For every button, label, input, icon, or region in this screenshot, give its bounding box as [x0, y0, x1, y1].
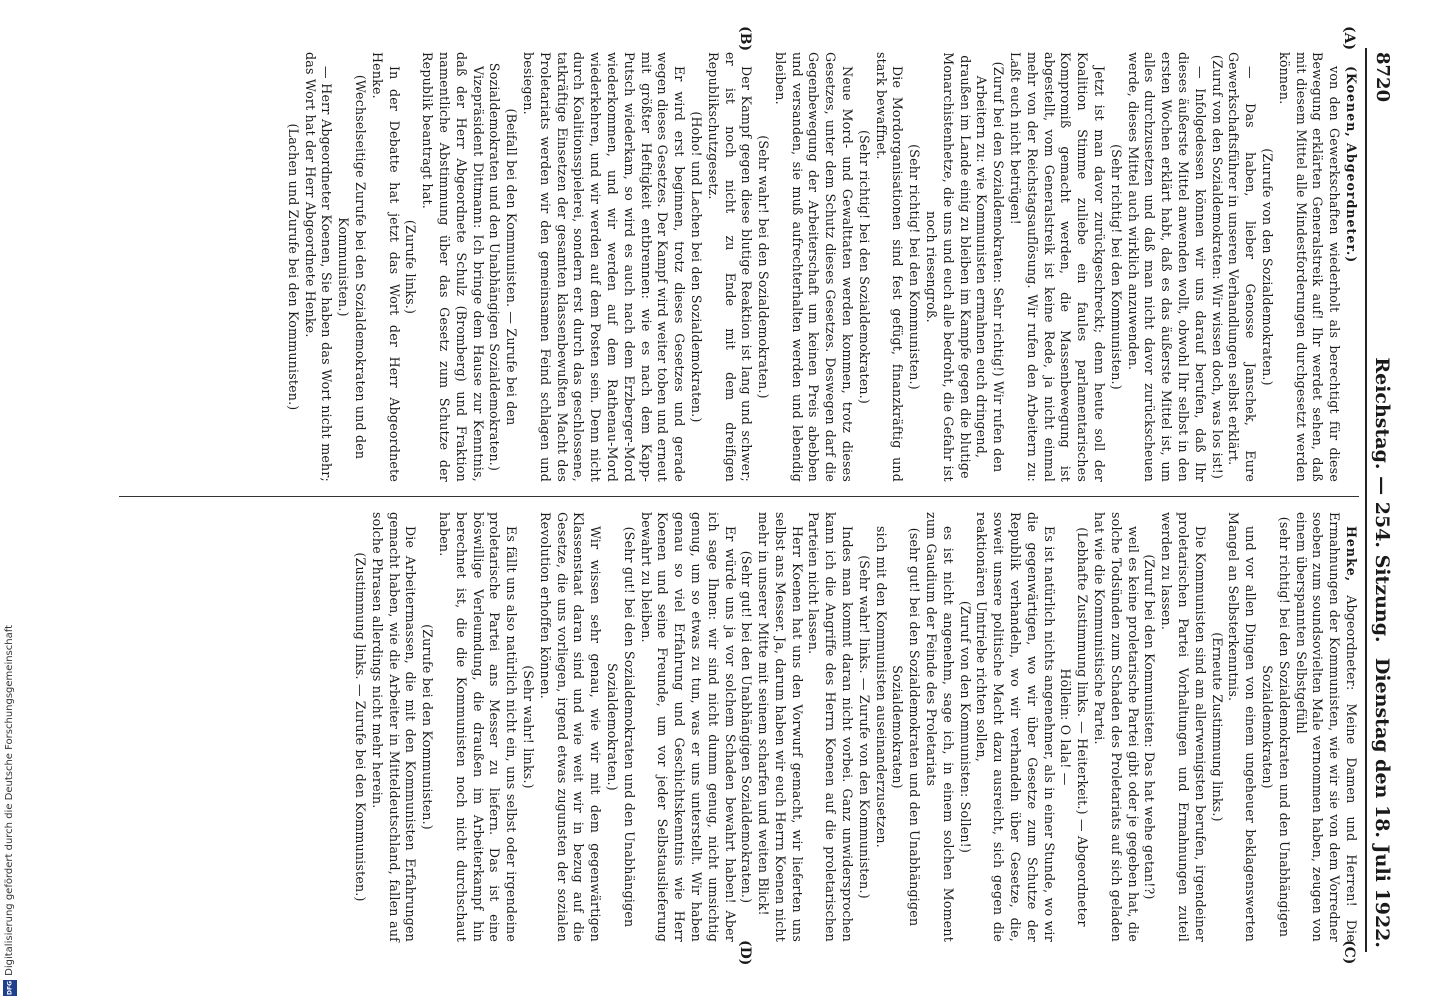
paragraph [872, 512, 889, 942]
paragraph-text: — Infolgedessen können wir uns darauf berufen, daß Ihr dieses äußerste Mittel anwenden wollt, obwohl Ihr selbst in den ersten Wochen erklärt habt, daß es das äußerste Mittel ist, um alles durchzusetzen und daß man nicht davor zurückscheuen werde, dieses Mittel auch wirklich anzuwenden. [1125, 52, 1208, 482]
document-page [85, 22, 1405, 972]
paragraph-text: (Sehr wahr! links. — Zurufe von den Kommunisten.) [856, 555, 872, 899]
paragraph [1006, 52, 1107, 482]
paragraph [402, 52, 419, 482]
paragraph [1258, 52, 1275, 482]
page-number: 8720 [1372, 52, 1393, 103]
paragraph [754, 512, 804, 942]
paragraph-text: (Zurufe links.) [403, 219, 419, 315]
paragraph [1208, 512, 1225, 942]
paragraph [738, 512, 755, 942]
paragraph-text: Herr Koenen hat uns den Vorwurf gemacht, wir lieferten uns selbst ans Messer. Ja, darum haben wir euch Herrn Koenen nicht mehr in unserer Mitte mit seinem scharfen und weiten Blick! [756, 512, 805, 942]
page-header [1365, 48, 1397, 952]
paragraph-text: In der Debatte hat jetzt das Wort der Herr Abgeordnete Henke. [369, 52, 402, 482]
paragraph-text: sich mit den Kommunisten auseinanderzusetzen. [873, 526, 889, 848]
paragraph [368, 512, 418, 942]
left-column [284, 52, 1359, 482]
paragraph-text: Er wird erst beginnen, trotz dieses Gesetzes und gerade wegen dieses Gesetzes. Der Kampf wird weiter toben und erneut mit größter Heftigkeit entbrennen: wie es nach dem Kapp-Putsch wiederkam, so wird es auch nach dem Erzberger-Mord wiederkommen, und wir werden auf dem Rathenau-Mord wiederkehren, und wir werden auf dem Posten sein. Denn nicht durch Koalitionsspielerei, sondern erst durch das geschlossene, tatkräftige Einsetzen der gesamten klassenbewußten Macht des Proletariats werden wir den gemeinsamen Feind schlagen und besiegen. [520, 52, 688, 482]
paragraph [1090, 512, 1140, 942]
paragraph [704, 52, 754, 482]
margin-mark-d: (D) [737, 940, 753, 966]
paragraph-text: (Sehr richtig! bei den Sozialdemokraten.) [856, 129, 872, 405]
paragraph [536, 512, 603, 942]
paragraph [1292, 512, 1359, 942]
paragraph [334, 52, 368, 482]
paragraph [922, 52, 1006, 482]
margin-mark-a: (A) [1341, 26, 1357, 51]
speaker-name: Henke, [1344, 526, 1359, 583]
paragraph [771, 52, 855, 482]
paragraph-text: Der Kampf gegen diese blutige Reaktion ist lang und schwer; er ist noch nicht zu Ende mit dem dreifigen Republikschutzgesetz. [705, 52, 755, 482]
session-date: Dienstag den 18. Juli 1922. [1371, 657, 1393, 948]
paragraph [1157, 512, 1207, 942]
paragraph-text: Vizepräsident Dittmann: Ich bringe dem Hause zur Kenntnis, daß der Herr Abgeordnete Schulz (Bromberg) und Fraktion namentliche Abstimmung über das Gesetz zum Schutze der Republik beantragt hat. [420, 52, 486, 482]
paragraph-text: Die Arbeitermassen, die mit den Kommunisten Erfahrungen gemacht haben, wie die Arbeiter in Mitteldeutschland, fallen auf solche Phrasen allerdings nicht mehr herein. [369, 512, 419, 942]
paragraph-text: (Zuruf bei den Kommunisten: Das hat wehe getan!?) [1142, 554, 1158, 900]
paragraph-text: — Herr Abgeordneter Koenen, Sie haben das Wort nicht mehr; das Wort hat der Herr Abgeordnete Henke. [302, 52, 335, 482]
paragraph [1275, 52, 1342, 482]
margin-mark-b: (B) [737, 26, 753, 52]
paragraph [922, 512, 956, 942]
paragraph-text: (Sehr richtig! bei den Kommunisten.) [1108, 144, 1124, 390]
paragraph [855, 512, 872, 942]
dfg-logo: DFG [3, 980, 17, 996]
speaker-name: (Koenen, Abgeordneter.) [1344, 66, 1359, 264]
paragraph-text: (Wechselseitige Zurufe bei den Sozialdemokraten und den Kommunisten.) [336, 74, 368, 460]
paragraph-text: (Zuruf von den Kommunisten: Sollen!) [957, 600, 973, 854]
paragraph-text: (Zurufe bei den Kommunisten.) [420, 624, 436, 830]
paragraph [435, 512, 519, 942]
paragraph [889, 512, 923, 942]
paragraph [301, 52, 335, 482]
paragraph-text: Wir wissen sehr genau, wie wir mit dem gegenwärtigen Klassenstaat daran sind und wie weit wir in bezug auf die Gesetze, die uns vorliegen, irgend etwas zugunsten der sozialen Revolution erhoffen können. [537, 512, 604, 942]
paragraph [855, 52, 872, 482]
paragraph [486, 52, 520, 482]
paragraph-text: (sehr gut! bei den Sozialdemokraten und den Unabhängigen Sozialdemokraten) [890, 527, 923, 927]
paragraph [905, 52, 922, 482]
paragraph-text: Indes man kommt daran nicht vorbei. Ganz unwidersprochen kann ich die Angriffe des Herrn Koenen auf die proletarischen Parteien nicht lassen. [806, 512, 856, 942]
paragraph-text: (Zurufe von den Sozialdemokraten.) [1260, 148, 1276, 386]
paragraph-text: (Sehr wahr! bei den Sozialdemokraten.) [756, 135, 772, 399]
paragraph-text: und vor allen Dingen von einem ungeheuer beklagenswerten Mangel an Selbsterkenntnis. [1226, 512, 1259, 942]
paragraph-text: (Zuruf von den Sozialdemokraten: Wir wissen doch, was los ist!) [1209, 54, 1225, 480]
paragraph-text: (Sehr richtig! bei den Kommunisten.) [907, 144, 923, 390]
paragraph [368, 52, 402, 482]
paragraph [956, 512, 973, 942]
paragraph [1258, 512, 1292, 942]
paragraph [687, 52, 704, 482]
sidebar [0, 0, 22, 1000]
paragraph-text: Jetzt ist man davor zurückgeschreckt; denn heute soll der Koalition Stimme zuliebe ein faules parlamentarisches Kompromiß gemacht werden, die Massenbewegung ist abgestellt, vom Generalstreik ist keine Rede, ja nicht einmal mehr von der Reichstagsauflösung. Wir rufen den Arbeitern zu: Laßt euch nicht betrügen! [1008, 52, 1108, 482]
paragraph-text: weil es keine proletarische Partei gibt oder je gegeben hat, die solche Todsünden zum Schaden des Proletariats auf sich geladen hat wie die Kommunistische Partei. [1092, 512, 1141, 942]
paragraph-text: (Beifall bei den Kommunisten. — Zurufe bei den Sozialdemokraten und den Unabhängigen Sozialdemokraten.) [487, 62, 520, 472]
paragraph-text: Er würde uns ja vor solchem Schaden bewahrt haben! Aber ich sage Ihnen: wir sind nicht dumm genug, nicht umsichtig genug, um so etwas zu tun, was er uns unterstellt. Wir haben genau so viel Erfahrung und Geschichtskenntnis wie Herr Koenen und seine Freunde, um vor jeder Selbstauslieferung bewahrt zu bleiben. [638, 512, 738, 942]
paragraph-text: es ist nicht angenehm, sage ich, in einem solchen Moment zum Gaudium der Feinde des Proletariats [924, 512, 956, 942]
paragraph-text: Neue Mord- und Gewalttaten werden kommen, trotz dieses Gesetzes, unter dem Schutz dieses Gesetzes. Deswegen darf die Gegenbewegung der Arbeiterschaft um keinen Preis abebben und versanden, sie muß aufrechterhalten werden und lebendig bleiben. [772, 52, 856, 482]
paragraph-text: Es fällt uns also natürlich nicht ein, uns selbst oder irgendeine proletarische Partei ans Messer zu liefern. Das ist eine böswillige Verleumdung, die draußen im Arbeiterkampf hin berechnet ist, die die Kommunisten noch nicht durchschaut haben. [436, 512, 520, 942]
paragraph-text: Abgeordneter: Meine Damen und Herren! Die Ermahnungen der Kommunisten, wie wir sie von dem Vorredner soeben zum soundsovielten Male vernommen haben, zeugen von einem überspannten Selbstgefühl [1293, 512, 1359, 942]
paragraph [1225, 52, 1259, 482]
margin-mark-c: (C) [1341, 940, 1357, 965]
paragraph-text: von den Gewerkschaften wiederholt als berechtigt für diese Bewegung erklärten Generalstreik auf! Ihr werdet sehen, daß mit diesem Mittel alle Mindestforderungen durchgesetzt werden können. [1276, 52, 1343, 482]
paragraph-text: (Zuruf bei den Sozialdemokraten: Sehr richtig!) Wir rufen den Arbeitern zu: wie Kommunisten ermahnen euch dringend, draußen im Lande einig zu bleiben im Kampfe gegen die blutige Monarchistenhetze, die uns und euch alle bedroht, die Gefahr ist noch riesengroß. [924, 52, 1007, 482]
paragraph [1057, 512, 1091, 942]
paragraph [418, 52, 485, 482]
paragraph-text: — Das haben, lieber Genosse Janschek, Eure Gewerkschaftsführer in unseren Verhandlungen selbst erklärt. [1226, 52, 1259, 482]
paragraph [519, 512, 536, 942]
paragraph-text: (Sehr gut! bei den Unabhängigen Sozialdemokraten.) [739, 550, 755, 904]
paragraph-text: Die Mordorganisationen sind fest gefügt, finanzkräftig und stark bewaffnet. [873, 52, 906, 482]
paragraph [754, 52, 771, 482]
paragraph-text: (Erneute Zustimmung links.) [1209, 632, 1225, 822]
paragraph-text: (Zustimmung links. — Zurufe bei den Kommunisten.) [352, 552, 368, 902]
paragraph [1107, 52, 1124, 482]
paragraph-text: (Lebhafte Zustimmung links. — Heiterkeit.) — Abgeordneter Höllein: O lala! — [1058, 527, 1091, 927]
right-column [351, 512, 1359, 942]
paragraph [973, 512, 1057, 942]
paragraph-text: (Sehr wahr! links.) [520, 665, 536, 789]
column-divider [119, 496, 1359, 497]
paragraph [637, 512, 738, 942]
paragraph [805, 512, 855, 942]
paragraph [418, 512, 435, 942]
paragraph-text: Es ist natürlich nichts angenehmer, als in einer Stunde, wo wir die gegenwärtigen, wo wir über Gesetze zum Schutze der Republik verhandeln, wo wir verhandeln über Gesetze, die, soweit unsere politische Macht dazu ausreicht, sich gegen die reaktionären Umtriebe richten sollen, [974, 512, 1057, 942]
paragraph-text: (Hoho! und Lachen bei den Sozialdemokraten.) [688, 111, 704, 423]
session-title: Reichstag. — 254. Sitzung. [1371, 357, 1393, 643]
paragraph [1342, 52, 1359, 482]
paragraph-text: Die Kommunisten sind am allerwenigsten berufen, irgendeiner proletarischen Partei Vorhaltungen und Ermahnungen zuteil werden zu lassen. [1159, 512, 1208, 942]
paragraph [1124, 52, 1208, 482]
paragraph [872, 52, 906, 482]
paragraph-text: (Lachen und Zurufe bei den Kommunisten.) [285, 123, 301, 411]
paragraph [1208, 52, 1225, 482]
paragraph [351, 512, 368, 942]
paragraph-text: (Sehr gut! bei den Sozialdemokraten und den Unabhängigen Sozialdemokraten.) [604, 526, 637, 928]
paragraph-text: (sehr richtig! bei den Sozialdemokraten und den Unabhängigen Sozialdemokraten) [1260, 516, 1292, 938]
paragraph [284, 52, 301, 482]
paragraph [603, 512, 637, 942]
paragraph [1141, 512, 1158, 942]
paragraph [519, 52, 687, 482]
paragraph [1225, 512, 1259, 942]
digitization-credit: Digitalisierung gefördert durch die Deutsche Forschungsgemeinschaft [4, 625, 15, 976]
